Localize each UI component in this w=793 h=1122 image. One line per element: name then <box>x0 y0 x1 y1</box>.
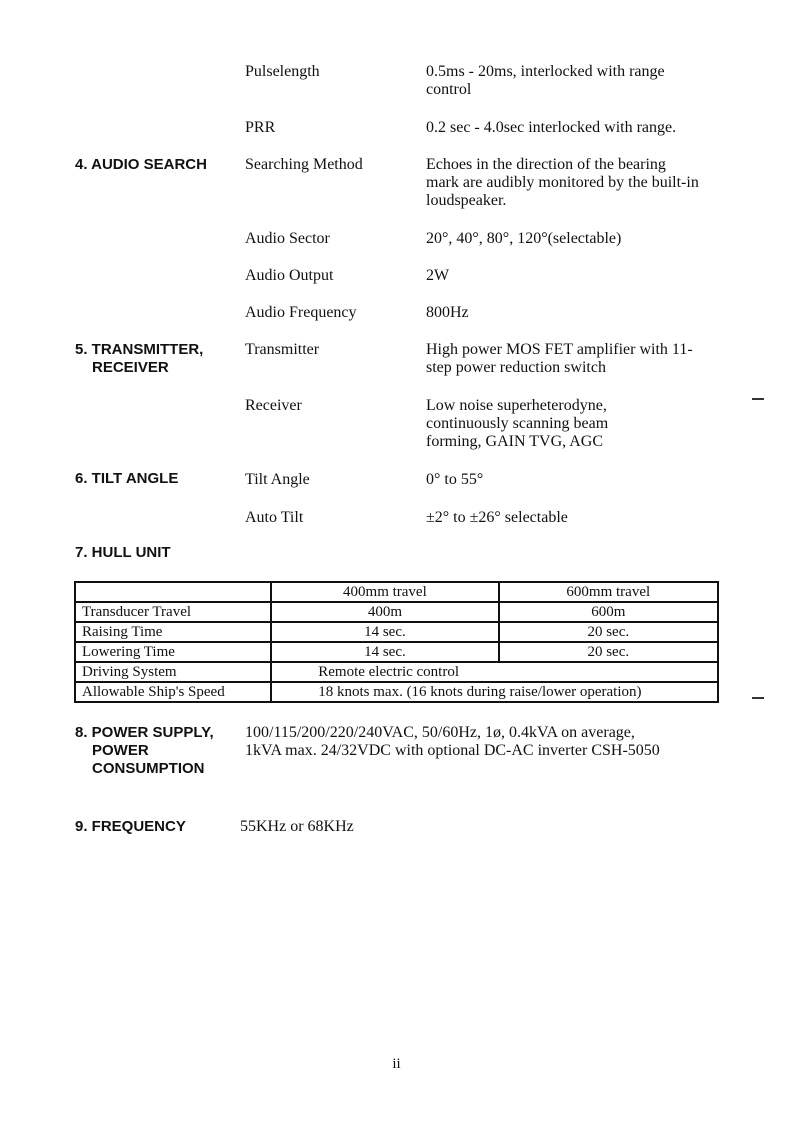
audio-frequency-value: 800Hz <box>426 304 469 321</box>
power-line-2: 1kVA max. 24/32VDC with optional DC-AC inverter CSH-5050 <box>245 742 660 759</box>
row-label: Raising Time <box>75 622 271 642</box>
audio-sector-value: 20°, 40°, 80°, 120°(selectable) <box>426 230 622 247</box>
tilt-angle-value: 0° to 55° <box>426 471 484 488</box>
cell-merged: 18 knots max. (16 knots during raise/lower operation) <box>271 682 718 702</box>
frequency-value: 55KHz or 68KHz <box>240 818 354 835</box>
transmitter-value: High power MOS FET amplifier with 11-step power reduction switch <box>426 341 693 376</box>
cell-merged: Remote electric control <box>271 662 718 682</box>
table-row <box>75 622 718 642</box>
row-label: Driving System <box>75 662 271 682</box>
col-header-600: 600mm travel <box>499 582 718 602</box>
margin-mark <box>752 398 764 400</box>
searching-method-value: Echoes in the direction of the bearing mark are audibly monitored by the built-in loudspeaker. <box>426 156 699 209</box>
prr-value: 0.2 sec - 4.0sec interlocked with range. <box>426 119 677 136</box>
pulselength-label: Pulselength <box>245 63 320 80</box>
cell-600: 20 sec. <box>499 642 718 662</box>
hull-unit-table <box>74 581 719 703</box>
consumption-heading: CONSUMPTION <box>92 760 205 777</box>
auto-tilt-label: Auto Tilt <box>245 509 304 526</box>
table-row <box>75 602 718 622</box>
table-row <box>75 682 718 702</box>
frequency-heading: 9. FREQUENCY <box>75 818 186 835</box>
row-label: Lowering Time <box>75 642 271 662</box>
table-header-row <box>75 582 718 602</box>
table-corner-cell <box>75 582 271 602</box>
receiver-label: Receiver <box>245 397 302 414</box>
audio-sector-label: Audio Sector <box>245 230 330 247</box>
auto-tilt-value: ±2° to ±26° selectable <box>426 509 568 526</box>
audio-output-value: 2W <box>426 267 450 284</box>
hull-unit-heading: 7. HULL UNIT <box>75 544 171 561</box>
audio-output-label: Audio Output <box>245 267 334 284</box>
transmitter-label: Transmitter <box>245 341 320 358</box>
cell-400: 400m <box>271 602 498 622</box>
table-row <box>75 662 718 682</box>
table-row <box>75 642 718 662</box>
pulselength-value: 0.5ms - 20ms, interlocked with range control <box>426 63 665 98</box>
transmitter-heading: 5. TRANSMITTER, <box>75 341 204 358</box>
cell-400: 14 sec. <box>271 622 498 642</box>
power-supply-heading: 8. POWER SUPPLY, <box>75 724 214 741</box>
searching-method-label: Searching Method <box>245 156 363 173</box>
row-label: Allowable Ship's Speed <box>75 682 271 702</box>
audio-search-heading: 4. AUDIO SEARCH <box>75 156 207 173</box>
page-number: ii <box>392 1056 401 1072</box>
prr-label: PRR <box>245 119 276 136</box>
row-label: Transducer Travel <box>75 602 271 622</box>
power-line-1: 100/115/200/220/240VAC, 50/60Hz, 1ø, 0.4kVA on average, <box>245 724 635 741</box>
tilt-angle-label: Tilt Angle <box>245 471 310 488</box>
margin-mark <box>752 697 764 699</box>
cell-600: 20 sec. <box>499 622 718 642</box>
receiver-value: Low noise superheterodyne, continuously scanning beam forming, GAIN TVG, AGC <box>426 397 609 450</box>
audio-frequency-label: Audio Frequency <box>245 304 357 321</box>
receiver-heading: RECEIVER <box>92 359 169 376</box>
power-heading: POWER <box>92 742 149 759</box>
col-header-400: 400mm travel <box>271 582 498 602</box>
cell-400: 14 sec. <box>271 642 498 662</box>
tilt-angle-heading: 6. TILT ANGLE <box>75 470 179 487</box>
cell-600: 600m <box>499 602 718 622</box>
